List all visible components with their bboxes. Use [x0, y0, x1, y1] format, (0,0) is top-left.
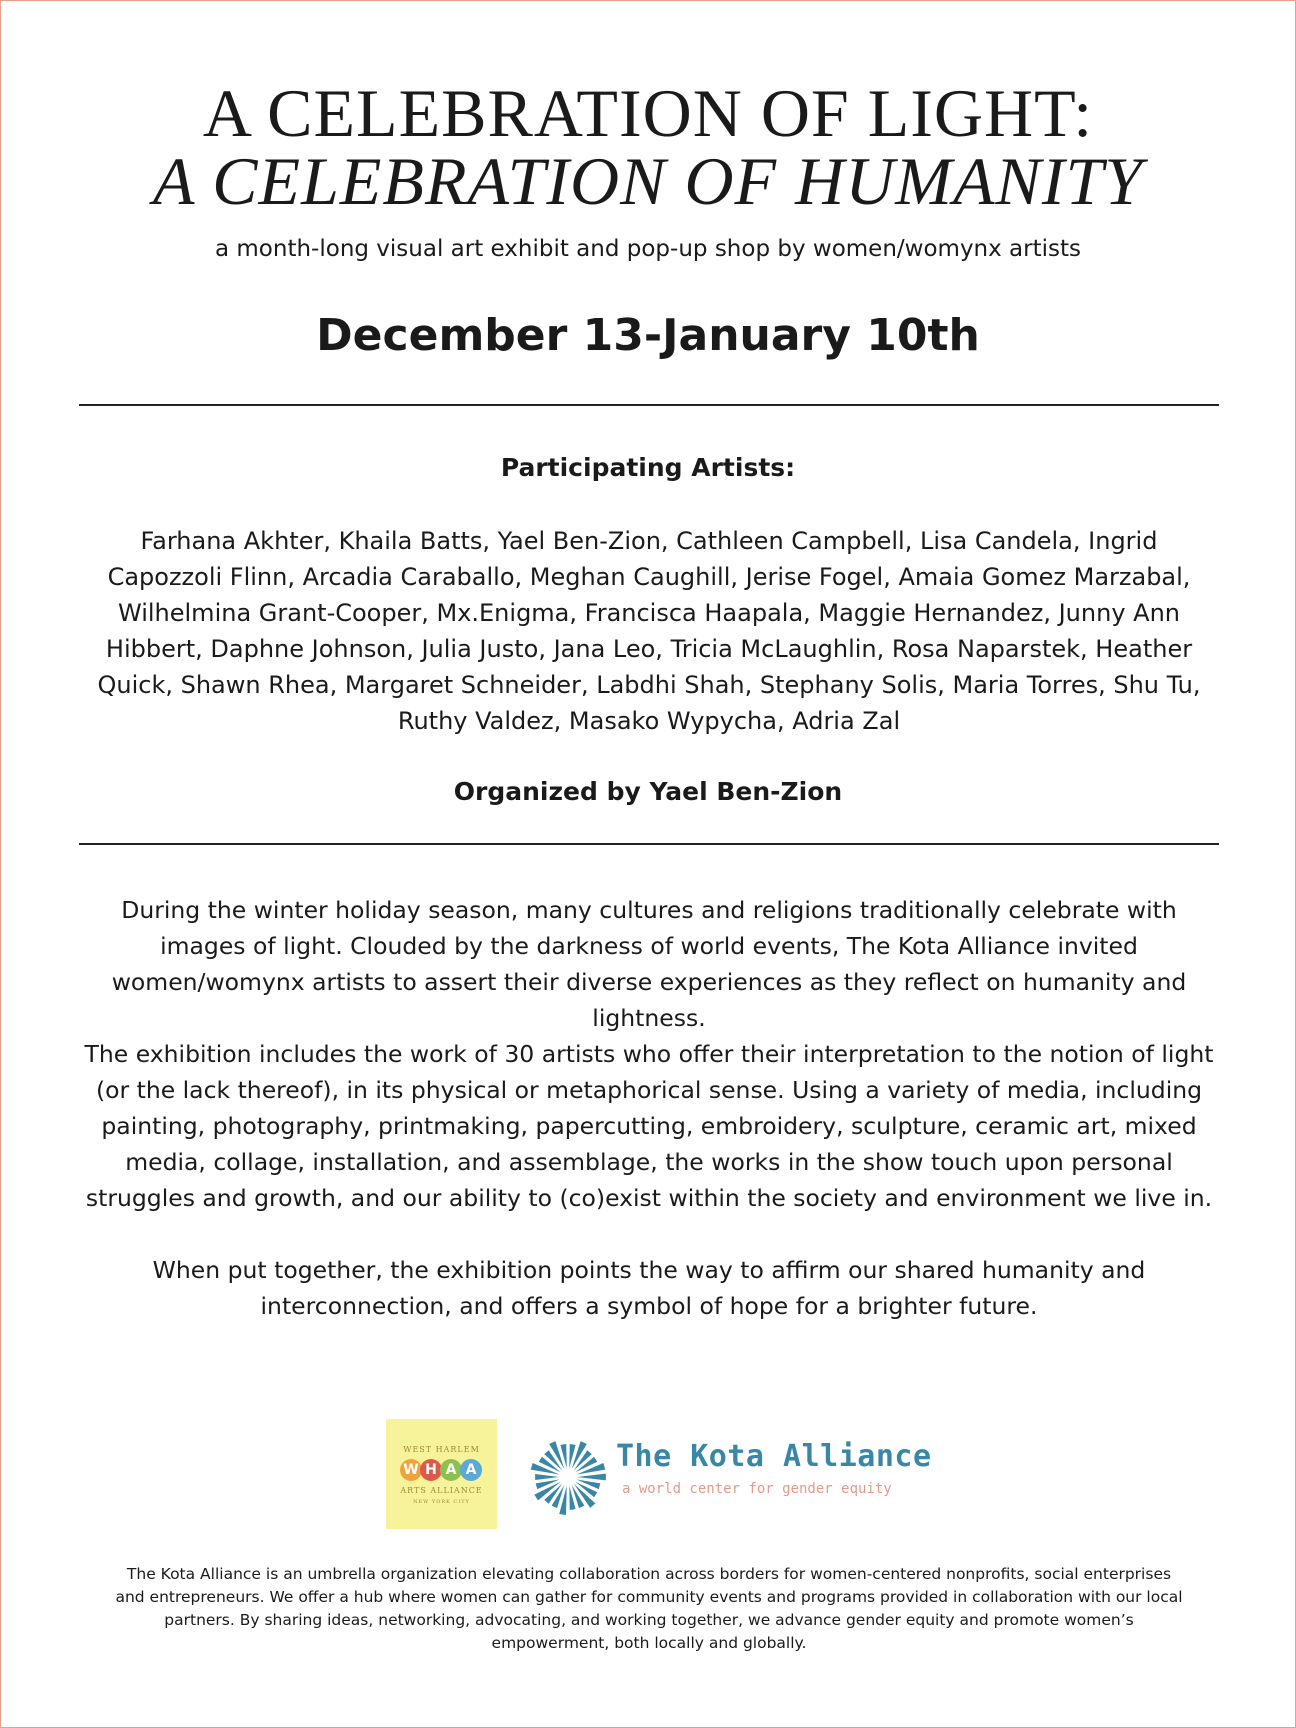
whaa-logo-icon: [386, 1419, 497, 1529]
kota-starburst-ray: [577, 1474, 606, 1481]
whaa-logo-top-text: WEST HARLEM: [403, 1445, 480, 1454]
title-line-2: A CELEBRATION OF HUMANITY: [152, 143, 1144, 219]
divider-top: [79, 404, 1219, 406]
kota-alliance-name: The Kota Alliance: [616, 1439, 932, 1474]
whaa-letter-a1: A: [440, 1459, 462, 1481]
description-paragraph-1: During the winter holiday season, many cultures and religions traditionally celebrate with images of light. Clouded by the darkness of world events, The Kota Alliance invited women/womynx artists to assert their diverse experiences as they reflect on humanity and lightness.: [111, 896, 1187, 1032]
divider-bottom: [79, 843, 1219, 845]
kota-alliance-tagline: a world center for gender equity: [622, 1481, 892, 1497]
description-paragraph-2: The exhibition includes the work of 30 artists who offer their interpretation to the notion of light (or the lack thereof), in its physical or metaphorical sense. Using a variety of media, including painting, photography, printmaking, papercutting, embroidery, sculpture, ceramic art, mixed media, collage, installation, and assemblage, the works in the show touch upon personal struggles and growth, and our ability to (co)exist within the society and environment we live in.: [84, 1040, 1214, 1212]
whaa-letter-a2: A: [460, 1459, 482, 1481]
whaa-letter-w: W: [400, 1459, 422, 1481]
description-paragraph-3: When put together, the exhibition points the way to affirm our shared humanity and interconnection, and offers a symbol of hope for a brighter future.: [152, 1256, 1146, 1320]
title-line-1: A CELEBRATION OF LIGHT:: [202, 75, 1094, 151]
kota-starburst-icon: [528, 1437, 608, 1517]
footer-about-text: The Kota Alliance is an umbrella organization elevating collaboration across borders for women-centered nonprofits, social enterprises and entrepreneurs. We offer a hub where women can gather for community events and programs provided in collaboration with our local partners. By sharing ideas, networking, advocating, and working together, we advance gender equity and promote women’s empowerment, both locally and globally.: [115, 1565, 1183, 1652]
exhibit-dates: December 13-January 10th: [316, 310, 980, 361]
artists-list: Farhana Akhter, Khaila Batts, Yael Ben-Zion, Cathleen Campbell, Lisa Candela, Ingrid Capozzoli Flinn, Arcadia Caraballo, Meghan Caughill, Jerise Fogel, Amaia Gomez Marzabal, Wilhelmina Grant-Cooper, Mx.Enigma, Francisca Haapala, Maggie Hernandez, Junny Ann Hibbert, Daphne Johnson, Julia Justo, Jana Leo, Tricia McLaughlin, Rosa Naparstek, Heather Quick, Shawn Rhea, Margaret Schneider, Labdhi Shah, Stephany Solis, Maria Torres, Shu Tu, Ruthy Valdez, Masako Wypycha, Adria Zal: [97, 527, 1201, 735]
kota-starburst-ray: [560, 1444, 566, 1468]
subtitle: a month-long visual art exhibit and pop-up shop by women/womynx artists: [215, 236, 1081, 262]
kota-alliance-logo: [528, 1437, 932, 1517]
whaa-logo-bottom-text: NEW YORK CITY: [413, 1499, 470, 1505]
whaa-logo-letters: [398, 1459, 486, 1483]
kota-starburst-ray: [569, 1444, 575, 1468]
organizer-credit: Organized by Yael Ben-Zion: [453, 777, 843, 806]
whaa-logo-mid-text: ARTS ALLIANCE: [400, 1486, 483, 1495]
kota-starburst-ray: [535, 1474, 559, 1480]
artists-heading: Participating Artists:: [500, 453, 796, 482]
kota-starburst-ray: [559, 1486, 566, 1515]
kota-starburst-ray: [569, 1486, 575, 1510]
whaa-letter-h: H: [420, 1459, 442, 1481]
